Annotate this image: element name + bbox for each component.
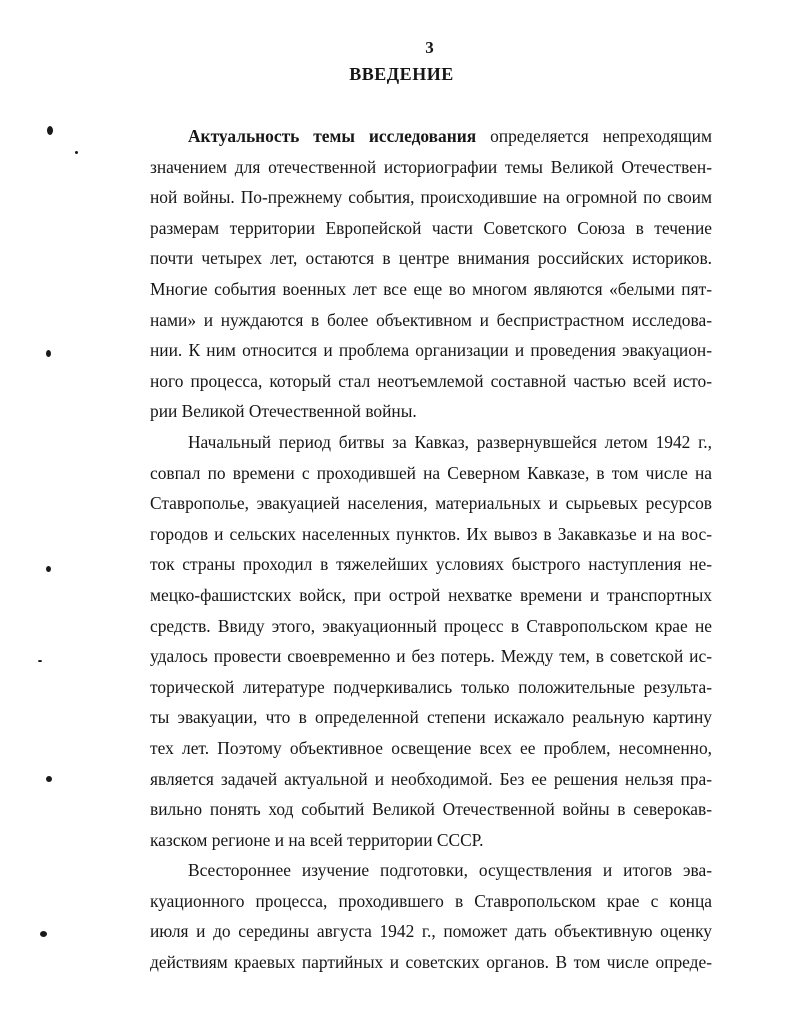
scan-mark xyxy=(46,566,51,572)
paragraph-line: июля и до середины августа 1942 г., поможет дать объективную оценку xyxy=(150,921,712,942)
paragraph-line: мецко-фашистских войск, при острой нехватке времени и транспортных xyxy=(150,584,712,605)
paragraph-1 xyxy=(150,121,712,427)
paragraph-line: Актуальность темы исследования определяется непреходящим xyxy=(188,126,712,146)
paragraph-line: вильно понять ход событий Великой Отечественной войны в северокав- xyxy=(150,799,712,820)
paragraph-line: совпал по времени с проходившей на Северном Кавказе, в том числе на xyxy=(150,462,712,483)
scan-mark xyxy=(40,931,47,937)
scan-mark xyxy=(46,350,51,357)
paragraph-line: рии Великой Отечественной войны. xyxy=(150,401,417,422)
paragraph-line: ток страны проходил в тяжелейших условиях быстрого наступления не- xyxy=(150,554,712,575)
paragraph-line: Всестороннее изучение подготовки, осуществления и итогов эва- xyxy=(188,860,712,880)
paragraph-line: удалось провести своевременно и без потерь. Между тем, в советской ис- xyxy=(150,646,712,667)
paragraph-line: куационного процесса, проходившего в Ставропольском крае с конца xyxy=(150,890,712,911)
paragraph-line: ного процесса, который стал неотъемлемой составной частью всей исто- xyxy=(150,370,712,391)
lead-phrase: Актуальность темы исследования xyxy=(188,126,477,146)
paragraph-line: казском регионе и на всей территории СССР. xyxy=(150,829,484,850)
paragraph-line: почти четырех лет, остаются в центре внимания российских историков. xyxy=(150,248,712,269)
paragraph-2 xyxy=(150,427,712,855)
scan-mark xyxy=(75,151,78,154)
paragraph-line: Многие события военных лет все еще во многом являются «белыми пят- xyxy=(150,278,712,299)
paragraph-line: значением для отечественной историографии темы Великой Отечествен- xyxy=(150,156,712,177)
page-title: ВВЕДЕНИЕ xyxy=(349,64,454,84)
scan-mark xyxy=(46,776,52,782)
paragraph-line: Ставрополье, эвакуацией населения, материальных и сырьевых ресурсов xyxy=(150,493,712,514)
paragraph-line: нии. К ним относится и проблема организации и проведения эвакуацион- xyxy=(150,340,712,361)
paragraph-line: средств. Ввиду этого, эвакуационный процесс в Ставропольском крае не xyxy=(150,615,712,636)
paragraph-line: нами» и нуждаются в более объективном и беспристрастном исследова- xyxy=(150,309,712,330)
scan-mark xyxy=(47,126,53,135)
paragraph-line: Начальный период битвы за Кавказ, развернувшейся летом 1942 г., xyxy=(188,432,712,452)
scan-mark xyxy=(38,660,42,662)
paragraph-line: торической литературе подчеркивались только положительные результа- xyxy=(150,676,712,697)
paragraph-line: городов и сельских населенных пунктов. Их вывоз в Закавказье и на вос- xyxy=(150,523,712,544)
paragraph-line: ты эвакуации, что в определенной степени искажало реальную картину xyxy=(150,707,712,728)
page-number: 3 xyxy=(425,38,434,57)
paragraph-line: действиям краевых партийных и советских органов. В том числе опреде- xyxy=(150,951,712,972)
paragraph-line: тех лет. Поэтому объективное освещение всех ее проблем, несомненно, xyxy=(150,737,712,758)
paragraph-line: ной войны. По-прежнему события, происходившие на огромной по своим xyxy=(150,187,712,208)
paragraph-line: размерам территории Европейской части Советского Союза в течение xyxy=(150,217,712,238)
paragraph-line: является задачей актуальной и необходимой. Без ее решения нельзя пра- xyxy=(150,768,712,789)
paragraph-3 xyxy=(150,855,712,977)
